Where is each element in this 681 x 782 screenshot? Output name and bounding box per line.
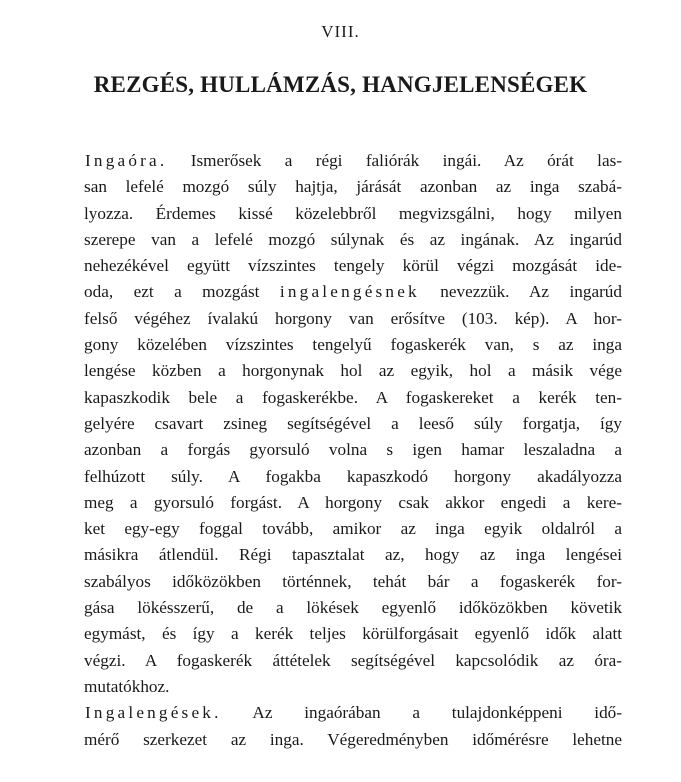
text-line: Ingaóra. Ismerősek a régi faliórák ingái. Az órát las- xyxy=(85,151,622,170)
text-line: szabályos időközökben történnek, tehát bár a fogaskerék for- xyxy=(84,571,622,591)
text-line: gony közelében vízszintes tengelyű fogaskerék van, s az inga xyxy=(84,335,622,355)
text-line: mérő szerkezet az inga. Végeredményben időmérésre lehetne xyxy=(84,729,622,749)
text-line: Ingalengések. Az ingaórában a tulajdonképpeni idő- xyxy=(85,703,622,723)
text-line: meg a gyorsuló forgást. A horgony csak akkor engedi a kere- xyxy=(84,492,622,512)
text-line: lyozza. Érdemes kissé közelebbről megvizsgálni, hogy milyen xyxy=(84,203,622,223)
text-line: végzi. A fogaskerék áttételek segítségével kapcsolódik az óra- xyxy=(84,650,622,670)
text-line: egymást, és így a kerék teljes körülforgásait egyenlő idők alatt xyxy=(84,624,622,644)
text-line: gása lökésszerű, de a lökések egyenlő időközökben követik xyxy=(84,598,622,618)
text-line: mutatókhoz. xyxy=(84,676,170,696)
paragraph-ingaora xyxy=(84,148,622,700)
text-line: felhúzott súly. A fogakba kapaszkodó horgony akadályozza xyxy=(84,466,622,486)
text-line: másikra átlendül. Régi tapasztalat az, hogy az inga lengései xyxy=(84,545,622,565)
spaced-term: ingalengésnek xyxy=(279,282,420,302)
text-line: kapaszkodik bele a fogaskerékbe. A fogaskereket a kerék ten- xyxy=(84,387,622,407)
body-text xyxy=(84,148,622,753)
text-line: szerepe van a lefelé mozgó súlynak és az ingának. Az ingarúd xyxy=(84,229,622,249)
text-line: azonban a forgás gyorsuló volna s igen hamar leszaladna a xyxy=(84,440,622,460)
text-line: felső végéhez ívalakú horgony van erősítve (103. kép). A hor- xyxy=(84,308,622,328)
spaced-term: Ingaóra. xyxy=(85,151,168,170)
text-line: ket egy-egy foggal tovább, amikor az inga egyik oldalról a xyxy=(84,519,622,539)
text-line: gelyére csavart zsineg segítségével a leeső súly forgatja, így xyxy=(84,413,622,433)
text-line: nehezékével együtt vízszintes tengely körül végzi mozgását ide- xyxy=(84,256,622,276)
paragraph-ingalengesek xyxy=(84,700,622,753)
text-line: san lefelé mozgó súly hajtja, járását azonban az inga szabá- xyxy=(84,177,622,197)
text-line: oda, ezt a mozgást ingalengésnek nevezzük. Az ingarúd xyxy=(84,282,622,302)
spaced-term: Ingalengések. xyxy=(85,703,222,723)
text-line: lengése közben a horgonynak hol az egyik, hol a másik vége xyxy=(84,361,622,381)
chapter-number: VIII. xyxy=(321,22,360,41)
chapter-title: REZGÉS, HULLÁMZÁS, HANGJELENSÉGEK xyxy=(93,72,588,97)
